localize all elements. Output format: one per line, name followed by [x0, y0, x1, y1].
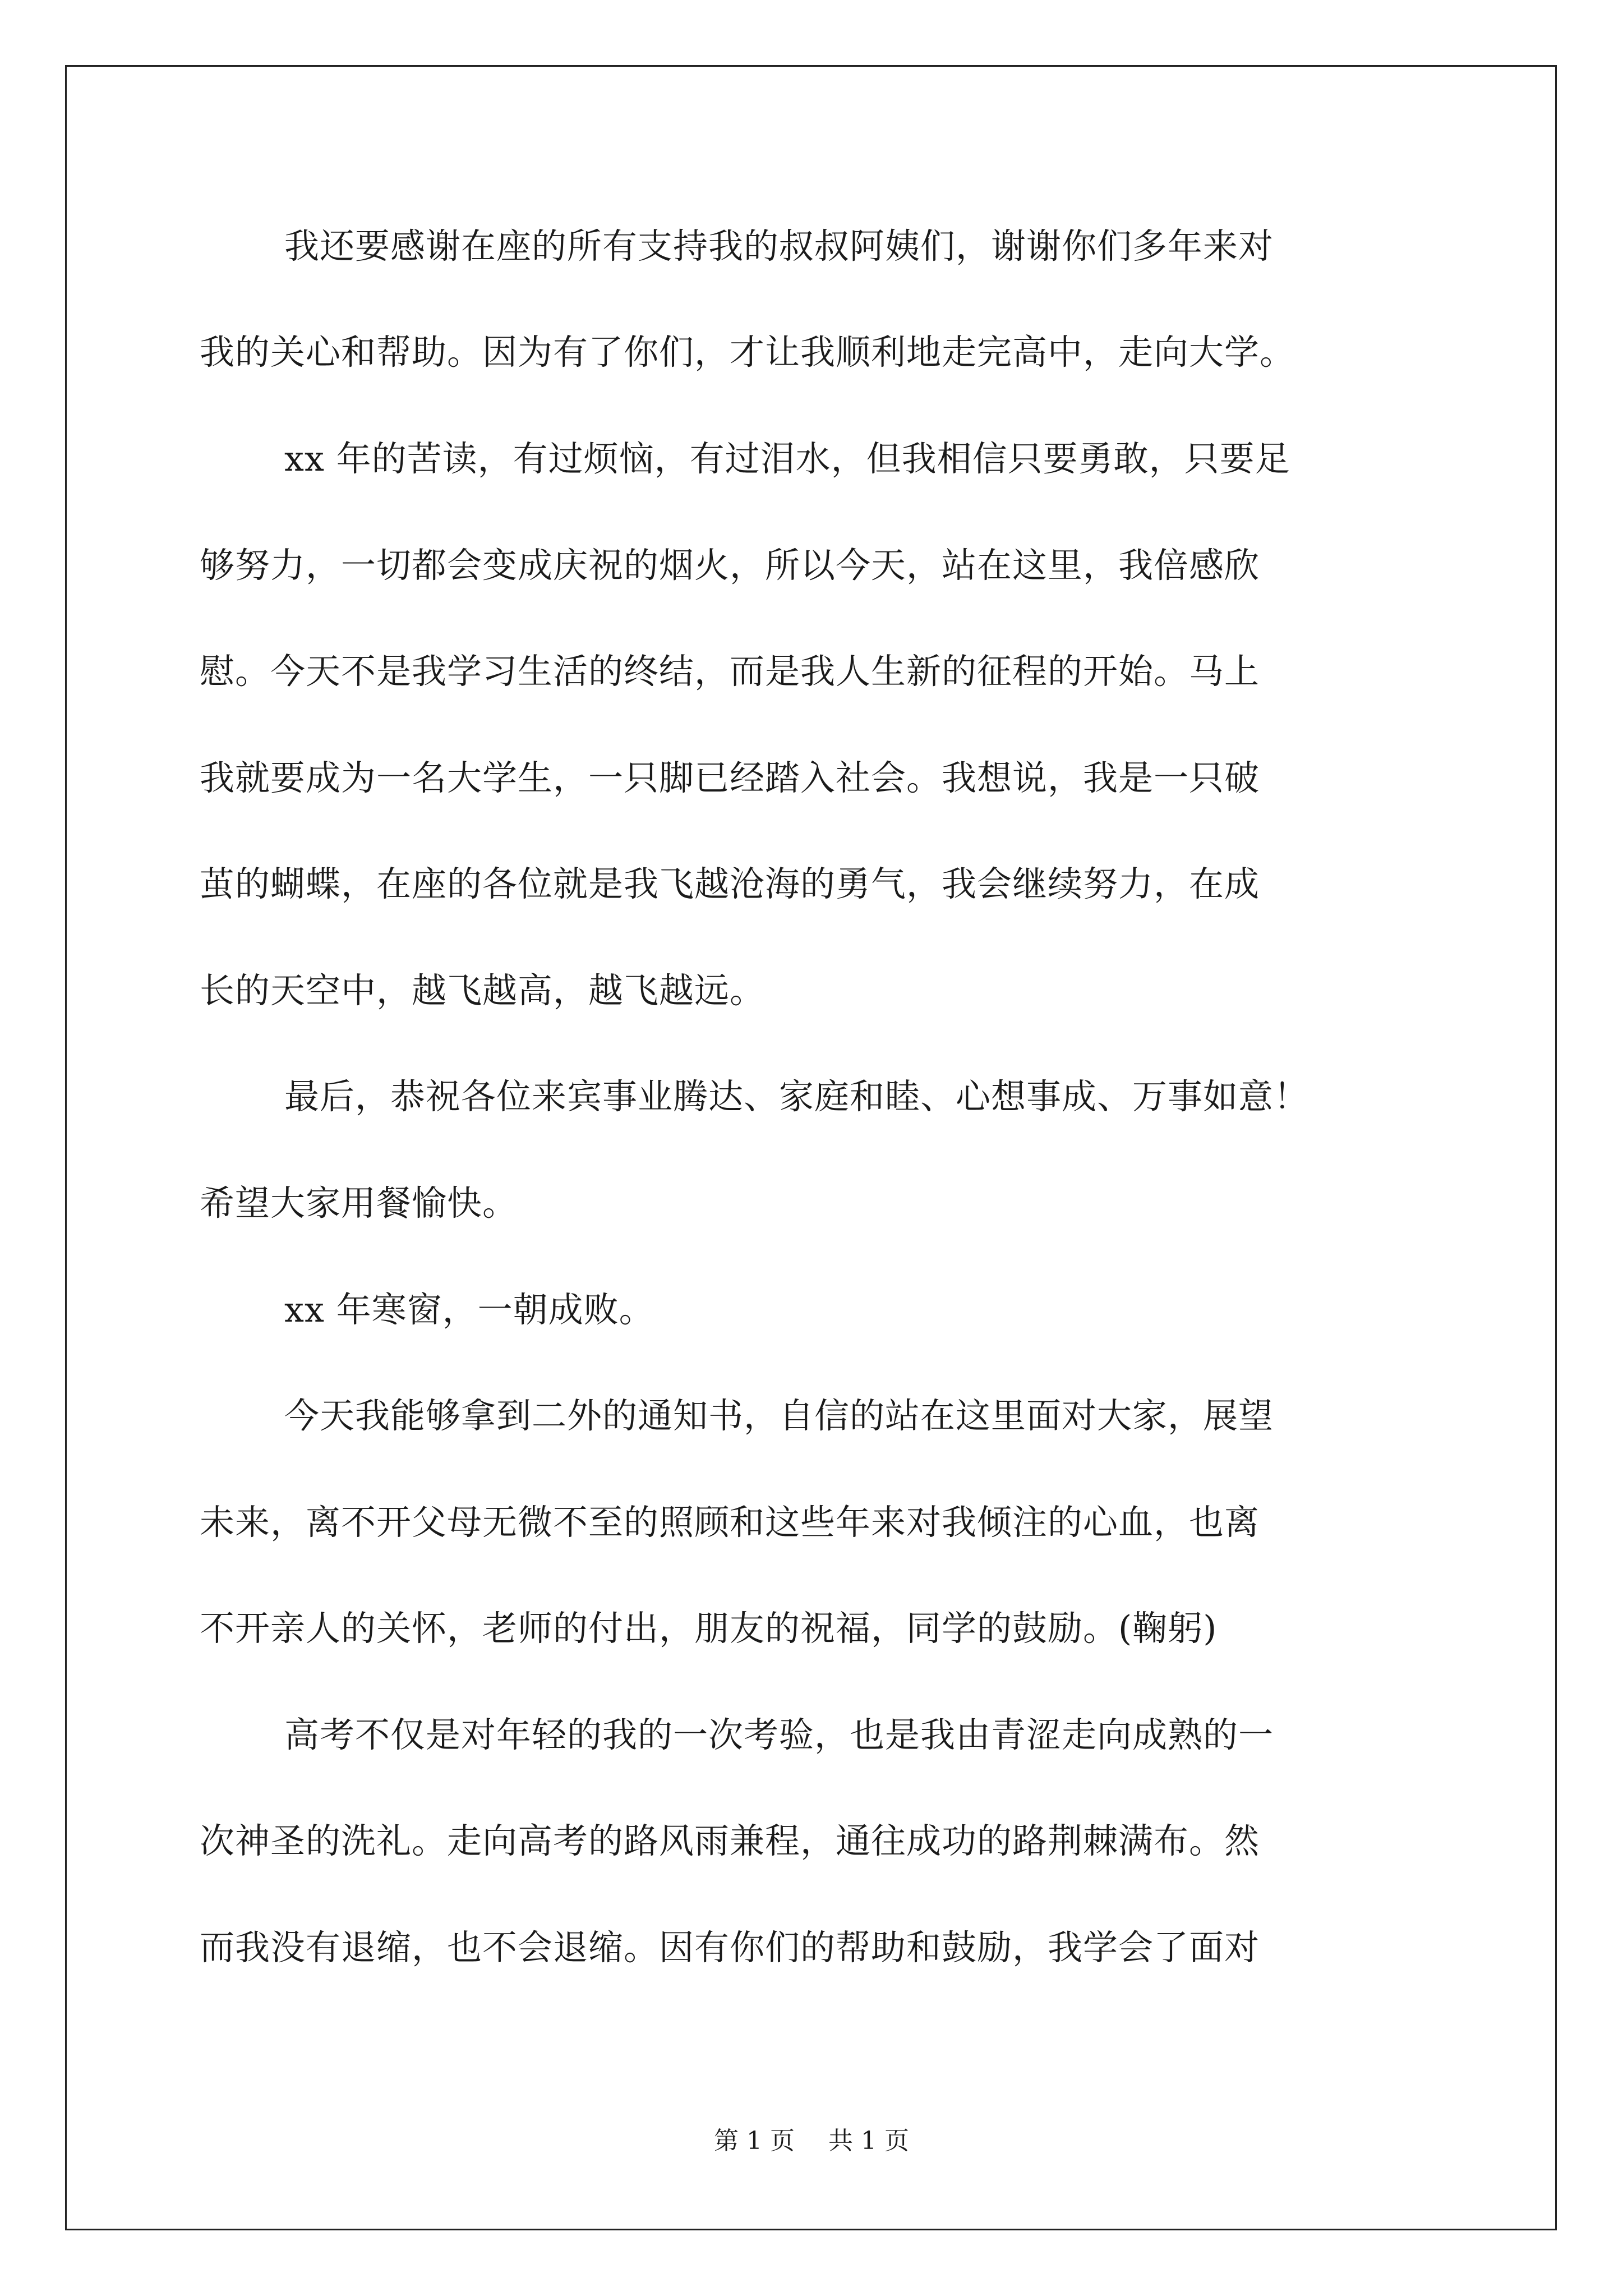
paragraph-2-line-5: 茧的蝴蝶，在座的各位就是我飞越沧海的勇气，我会继续努力，在成 [200, 863, 1260, 904]
paragraph-4-line-1: xx 年寒窗，一朝成败。 [284, 1289, 654, 1330]
paragraph-6-line-3: 而我没有退缩，也不会退缩。因有你们的帮助和鼓励，我学会了面对 [200, 1927, 1260, 1968]
paragraph-2-line-6: 长的天空中，越飞越高，越飞越远。 [200, 970, 766, 1011]
paragraph-6-line-2: 次神圣的洗礼。走向高考的路风雨兼程，通往成功的路荆棘满布。然 [200, 1820, 1260, 1861]
paragraph-3-line-2: 希望大家用餐愉快。 [200, 1182, 518, 1223]
paragraph-2-line-2: 够努力，一切都会变成庆祝的烟火，所以今天，站在这里，我倍感欣 [200, 545, 1260, 586]
paragraph-5-line-2: 未来，离不开父母无微不至的照顾和这些年来对我倾注的心血，也离 [200, 1502, 1260, 1543]
page-footer [0, 2129, 1623, 2154]
paragraph-6-line-1: 高考不仅是对年轻的我的一次考验，也是我由青涩走向成熟的一 [284, 1714, 1274, 1755]
paragraph-2-line-1: xx 年的苦读，有过烦恼，有过泪水，但我相信只要勇敢，只要足 [284, 438, 1290, 479]
paragraph-5-line-3: 不开亲人的关怀，老师的付出，朋友的祝福，同学的鼓励。(鞠躬) [200, 1608, 1218, 1649]
paragraph-1-line-2: 我的关心和帮助。因为有了你们，才让我顺利地走完高中，走向大学。 [200, 332, 1295, 372]
page-total: 共 1 页 [828, 2127, 909, 2155]
paragraph-5-line-1: 今天我能够拿到二外的通知书，自信的站在这里面对大家，展望 [284, 1395, 1274, 1436]
paragraph-3-line-1: 最后，恭祝各位来宾事业腾达、家庭和睦、心想事成、万事如意！ [284, 1076, 1310, 1117]
page-border [65, 65, 1557, 2230]
paragraph-2-line-3: 慰。今天不是我学习生活的终结，而是我人生新的征程的开始。马上 [200, 651, 1260, 692]
page-number: 第 1 页 [714, 2127, 795, 2155]
paragraph-1-line-1: 我还要感谢在座的所有支持我的叔叔阿姨们，谢谢你们多年来对 [284, 226, 1274, 266]
paragraph-2-line-4: 我就要成为一名大学生，一只脚已经踏入社会。我想说，我是一只破 [200, 757, 1260, 798]
